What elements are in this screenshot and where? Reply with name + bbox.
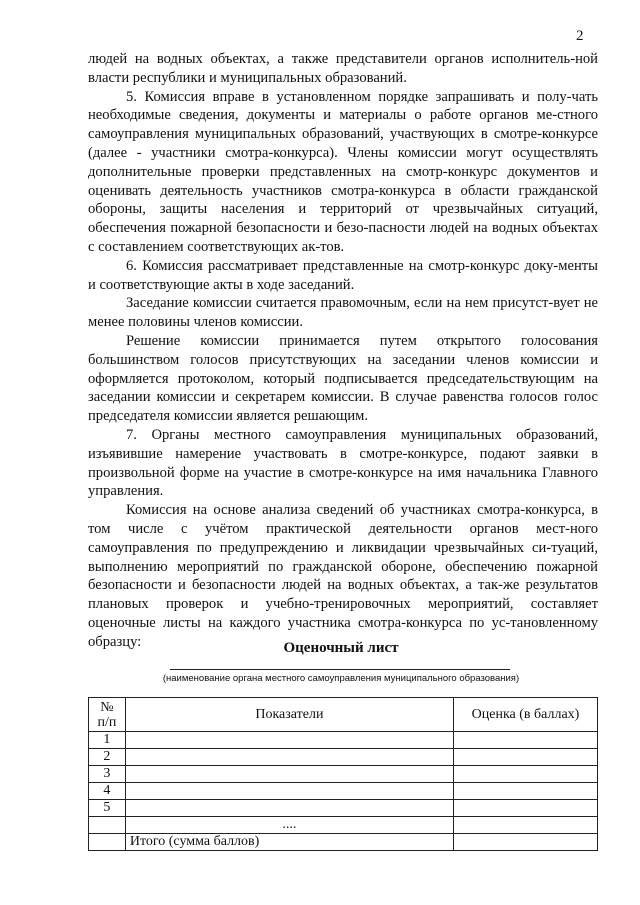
row-number <box>89 817 126 834</box>
score-cell[interactable] <box>454 817 598 834</box>
score-cell[interactable] <box>454 783 598 800</box>
score-cell[interactable] <box>454 800 598 817</box>
total-label: Итого (сумма баллов) <box>125 834 453 851</box>
row-number: 3 <box>89 766 126 783</box>
paragraph: Решение комиссии принимается путем открытого голосования большинством голосов присутствующих на заседании членов комиссии и оформляется протоколом, который подписывается председательствующим на заседании комиссии и секретарем комиссии. В случае равенства голосов голос председателя комиссии является решающим. <box>88 332 598 425</box>
evaluation-table <box>88 697 598 851</box>
org-name-line <box>170 669 510 670</box>
score-cell[interactable] <box>454 732 598 749</box>
document-body <box>88 50 598 652</box>
table-row <box>89 766 598 783</box>
paragraph: людей на водных объектах, а также представители органов исполнитель-ной власти республики и муниципальных образований. <box>88 51 598 86</box>
header-indicators: Показатели <box>125 698 453 732</box>
ellipsis-cell: .... <box>125 817 453 834</box>
header-score: Оценка (в баллах) <box>454 698 598 732</box>
paragraph: 7. Органы местного самоуправления муниципальных образований, изъявившие намерение участвовать в смотре-конкурсе, подают заявки в произвольной форме на участие в смотре-конкурсе на имя начальника Главного управления. <box>88 426 598 500</box>
indicator-cell[interactable] <box>125 732 453 749</box>
row-number: 1 <box>89 732 126 749</box>
indicator-cell[interactable] <box>125 800 453 817</box>
score-cell[interactable] <box>454 766 598 783</box>
evaluation-sheet-title: Оценочный лист <box>283 640 399 656</box>
table-row <box>89 749 598 766</box>
table-row <box>89 732 598 749</box>
indicator-cell[interactable] <box>125 749 453 766</box>
paragraph: Заседание комиссии считается правомочным, если на нем присутст-вует не менее половины членов комиссии. <box>88 295 598 331</box>
row-number: 2 <box>89 749 126 766</box>
paragraph: 6. Комиссия рассматривает представленные на смотр-конкурс доку-менты и соответствующие акты в ходе заседаний. <box>88 257 598 293</box>
table-row-ellipsis <box>89 817 598 834</box>
org-name-caption: (наименование органа местного самоуправления муниципального образования) <box>162 673 520 684</box>
paragraph: Комиссия на основе анализа сведений об участниках смотра-конкурса, в том числе с учётом практической деятельности органов мест-ного самоуправления по предупреждению и ликвидации чрезвычайных си-туаций, выполнению мероприятий по гражданской обороне, обеспечению пожарной безопасности и безопасности людей на водных объектах, а так-же результатов плановых проверок и учебно-тренировочных мероприятий, составляет оценочные листы на каждого участника смотра-конкурса по ус-тановленному образцу: <box>88 502 598 650</box>
row-number <box>89 834 126 851</box>
table-header-row <box>89 698 598 732</box>
total-score-cell[interactable] <box>454 834 598 851</box>
paragraph: 5. Комиссия вправе в установленном порядке запрашивать и полу-чать необходимые сведения, документы и материалы о работе органов ме-стного самоуправления муниципальных образований, участвующих в смотре-конкурсе (далее - участники смотра-конкурса). Члены комиссии могут осуществлять дополнительные проверки представленных на смотр-конкурс документов и оценивать деятельность участников смотра-конкурса в области гражданской обороны, защиты населения и территорий от чрезвычайных ситуаций, обеспечения пожарной безопасности и безо-пасности людей на водных объектах с составлением соответствующих ак-тов. <box>88 88 598 255</box>
page-number: 2 <box>576 28 584 44</box>
table-row <box>89 800 598 817</box>
row-number: 4 <box>89 783 126 800</box>
score-cell[interactable] <box>454 749 598 766</box>
row-number: 5 <box>89 800 126 817</box>
indicator-cell[interactable] <box>125 783 453 800</box>
table-row <box>89 783 598 800</box>
table-row-total <box>89 834 598 851</box>
indicator-cell[interactable] <box>125 766 453 783</box>
header-number: № п/п <box>89 698 126 732</box>
